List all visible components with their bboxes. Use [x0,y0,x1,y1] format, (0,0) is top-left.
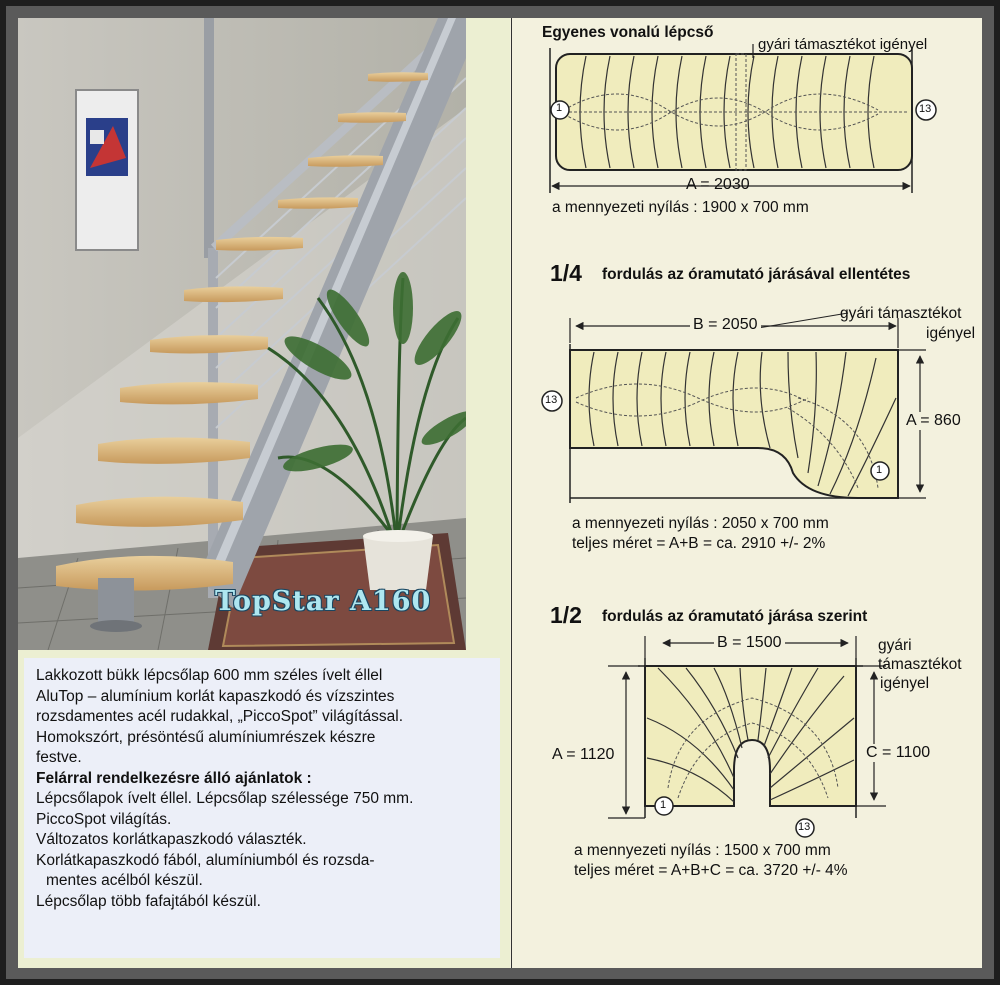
half-start-marker-label: 1 [660,799,667,811]
quarter-turn-plan [570,344,898,503]
description-line: AluTop – alumínium korlát kapaszkodó és vízszintes [36,687,395,705]
offer-line: Változatos korlátkapaszkodó választék. [36,831,307,848]
offer-line: PiccoSpot világítás. [36,810,172,828]
half-support-note-1: gyári [878,637,912,654]
quarter-end-marker-label: 13 [545,394,558,406]
straight-end-marker-label: 13 [919,103,932,115]
straight-start-marker-label: 1 [556,102,563,114]
half-dimension-b: B = 1500 [714,634,785,652]
half-total: teljes méret = A+B+C = ca. 3720 +/- 4% [574,862,848,879]
quarter-support-note-1: gyári támasztékot [840,305,962,322]
half-dimension-a: A = 1120 [552,746,615,763]
straight-title: Egyenes vonalú lépcső [542,24,714,41]
half-title: fordulás az óramutató járása szerint [602,608,868,625]
half-turn-plan [638,658,863,818]
page-frame [6,6,994,979]
half-fraction: 1/2 [550,602,582,628]
half-opening: a mennyezeti nyílás : 1500 x 700 mm [574,842,831,859]
offers-heading: Felárral rendelkezésre álló ajánlatok : [36,769,312,787]
half-dimension-c: C = 1100 [866,744,931,761]
quarter-total: teljes méret = A+B = ca. 2910 +/- 2% [572,535,826,552]
straight-opening: a mennyezeti nyílás : 1900 x 700 mm [552,199,809,216]
offer-line: Korlátkapaszkodó fából, alumíniumból és rozsda- [36,851,375,869]
description-line: rozsdamentes acél rudakkal, „PiccoSpot” világítással. [36,708,403,725]
stair-diagrams [18,18,982,968]
quarter-support-note-2: igényel [926,325,976,342]
half-end-marker-label: 13 [798,821,811,833]
offer-line: mentes acélból készül. [46,872,203,889]
quarter-dimension-a: A = 860 [906,412,961,429]
brochure-page [18,18,982,968]
straight-stair-plan [550,48,912,193]
quarter-dimension-b: B = 2050 [690,316,761,334]
offer-line: Lépcsőlap több fafajtából készül. [36,892,261,910]
description-line: Lakkozott bükk lépcsőlap 600 mm széles ívelt éllel [36,667,383,684]
quarter-title: fordulás az óramutató járásával ellentétes [602,266,911,283]
description-line: Homokszórt, présöntésű alumíniumrészek készre [36,728,376,746]
quarter-fraction: 1/4 [550,260,582,286]
description-line: festve. [36,749,82,766]
straight-dimension-a: A = 2030 [686,176,750,193]
photo-caption: TopStar A160 [215,586,432,617]
straight-support-note: gyári támasztékot igényel [758,36,928,53]
offer-line: Lépcsőlapok ívelt éllel. Lépcsőlap szélessége 750 mm. [36,790,414,807]
quarter-opening: a mennyezeti nyílás : 2050 x 700 mm [572,515,829,532]
half-support-note-3: igényel [880,675,930,692]
quarter-start-marker-label: 1 [876,464,883,476]
half-support-note-2: támasztékot [878,656,962,673]
